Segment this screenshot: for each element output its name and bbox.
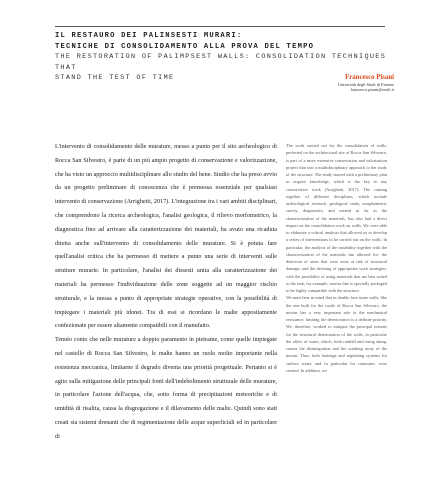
author-name: Francesco Pisani — [345, 74, 394, 81]
title-english-line2: STAND THE TEST OF TIME — [55, 74, 175, 82]
title-english-line1: THE RESTORATION OF PALIMPSEST WALLS: CONSOLIDATION TECHNIQUES THAT — [55, 53, 387, 72]
author-block — [338, 74, 394, 93]
english-body-column — [286, 142, 387, 374]
title-italian-line1: IL RESTAURO DEI PALINSESTI MURARI: — [55, 32, 243, 40]
title-italian-line2: TECNICHE DI CONSOLIDAMENTO ALLA PROVA DEL TEMPO — [55, 42, 315, 51]
header-rule — [55, 26, 385, 27]
english-paragraph-1: The work carried out for the consolidation of walls, perfected on the architectural site of Rocca San Silvestro, is part of a more extensive conservation and valorization project that saw a multidisciplinary approach to the study of the structure. The study started with a preliminary plan to acquire knowledge, which is the key to any conservative work (Arrighetti, 2017). The coming together of different disciplines, which include archeological research, geological study, morphometric survey, diagnostics, and extend as far as the characterization of the materials, has also had a direct impact on the consolidation work on walls. We were able to elaborate a critical analysis that allowed us to develop a series of interventions to be carried out on the walls. In particular, the analysis of the instability together with the characterization of the materials has allowed for: the detection of areas that were most at risk of structural damage; and the devising of appropriate work strategies, with the possibility of using materials that are best suited to the task, for example, mortar that is specially packaged to be highly compatible with the structure. — [286, 143, 387, 293]
italian-paragraph-1: L'intervento di consolidamento delle murature, messo a punto per il sito archeologico di Rocca San Silvestro, è parte di un più ampio progetto di conservazione e valorizzazione, che ha visto un approccio multidisciplinare allo studio del bene. Studio che ha preso avvio da un progetto preliminare di conoscenza che è premessa essenziale per qualsiasi intervento di conservazione (Arrighetti, 2017). L'integrazione tra i vari ambiti disciplinari, che comprendono la ricerca archeologica, l'analisi geologica, il rilievo morfometrico, la diagnostica fino ad arrivare alla caratterizzazione dei materiali, ha avuto una ricaduta diretta anche sull'intervento di consolidamento delle murature. Si è potuta fare quell'analisi critica che ha permesso di mettere a punto una serie di interventi sulle strutture murarie. In particolare, l'analisi dei dissesti unita alla caratterizzazione dei materiali ha permesso l'individuazione delle zone soggette ad un maggior rischio strutturale, e la messa a punto di appropriate strategie operative, con la possibilità di impiegare i materiali più idonei. Tra di essi si ricordano le malte appositamente confezionate per essere altamente compatibili con il manufatto. — [55, 144, 277, 330]
author-email: francesco.pisani@unifi.it — [350, 87, 394, 93]
author-affiliation: Università degli Studi di Firenze — [337, 82, 394, 87]
italian-body-column — [55, 141, 277, 445]
english-paragraph-2: We must bear in mind that in double face stone walls, like the one built for the castle of Rocca San Silvestro, the mortar has a very important role in the mechanical resistance; limiting the deterioration is a definite priority. We, therefore, worked to mitigate the principal reasons for the structural deterioration of the walls, in particular the effect of water, which, both rainfall and rising damp, causes the disintegration and the washing away of the mortar. Thus, both drainage and regulating systems for surface water, and in particular for rainwater, were created. In addition, we — [286, 295, 387, 373]
italian-paragraph-2: Tenuto conto che nelle murature a doppio paramento in pietrame, come quelle impiegate nel castello di Rocca San Silvestro, le malte hanno un ruolo molto importante nella resistenza meccanica, limitarne il degrado diventa una priorità progettuale. Pertanto si è agito sulla mitigazione delle principali fonti dell'indebolimento strutturale delle murature, in particolare l'azione dell'acqua, che, sotto forma di precipitazioni meteoriche e di umidità di risalita, causa la disgregazione e il dilavamento delle malte. Quindi sono stati creati sia sistemi drenanti che di regimentazione delle acque superficiali ed in particolare di — [55, 337, 277, 440]
